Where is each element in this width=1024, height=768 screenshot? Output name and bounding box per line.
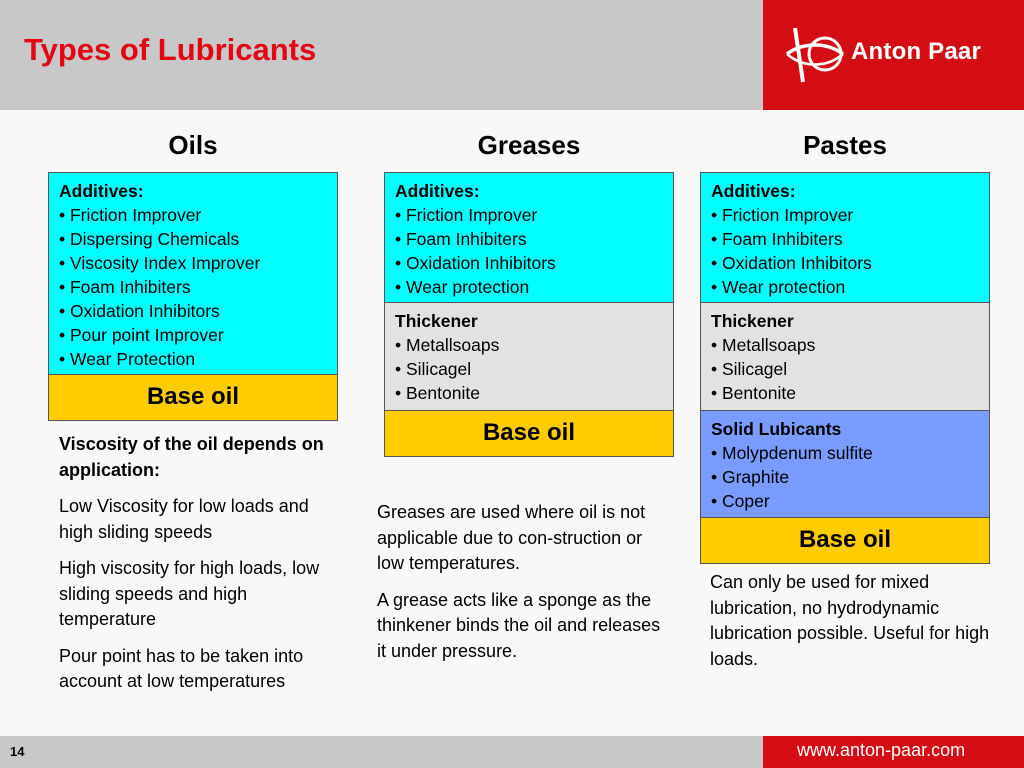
pastes-thickener-item: • Silicagel xyxy=(711,359,788,379)
oils-note: Pour point has to be taken into account at low temperatures xyxy=(59,645,304,691)
footer-url[interactable]: www.anton-paar.com xyxy=(797,740,966,760)
oils-additive-item: • Viscosity Index Improver xyxy=(59,253,261,273)
greases-base-oil: Base oil xyxy=(384,410,674,457)
oils-base-oil: Base oil xyxy=(48,374,338,421)
oils-note: Low Viscosity for low loads and high sliding speeds xyxy=(59,496,309,542)
oils-additive-item: • Dispersing Chemicals xyxy=(59,229,240,249)
oils-note: Viscosity of the oil depends on application: xyxy=(59,434,324,480)
greases-thickener-item: • Bentonite xyxy=(395,383,480,403)
heading-greases: Greases xyxy=(477,130,581,160)
oils-notes xyxy=(59,432,329,706)
anton-paar-logo-icon xyxy=(781,20,851,90)
oils-additive-item: • Wear Protection xyxy=(59,349,196,369)
greases-thickener-box xyxy=(384,302,674,411)
pastes-additive-item: • Oxidation Inhibitors xyxy=(711,253,872,273)
pastes-solid-lubricants-box xyxy=(700,410,990,518)
pastes-solid-item: • Graphite xyxy=(711,467,790,487)
pastes-thickener-item: • Metallsoaps xyxy=(711,335,816,355)
pastes-thickener-title: Thickener xyxy=(711,311,794,331)
greases-additives-box xyxy=(384,172,674,303)
pastes-notes xyxy=(710,570,1005,683)
greases-note: Greases are used where oil is not applicable due to con-struction or low temperatures. xyxy=(377,502,646,573)
oils-additive-item: • Oxidation Inhibitors xyxy=(59,301,220,321)
pastes-additives-box xyxy=(700,172,990,303)
greases-thickener-item: • Metallsoaps xyxy=(395,335,500,355)
pastes-base-oil: Base oil xyxy=(700,517,990,564)
greases-additive-item: • Oxidation Inhibitors xyxy=(395,253,556,273)
greases-additive-item: • Wear protection xyxy=(395,277,530,297)
oils-additives-box xyxy=(48,172,338,375)
heading-oils: Oils xyxy=(168,130,218,160)
oils-note: High viscosity for high loads, low sliding speeds and high temperature xyxy=(59,558,320,629)
slide-title: Types of Lubricants xyxy=(24,32,317,67)
oils-additive-item: • Pour point Improver xyxy=(59,325,224,345)
greases-additives-title: Additives: xyxy=(395,181,480,201)
greases-note: A grease acts like a sponge as the thinkener binds the oil and releases it under pressure. xyxy=(377,589,661,661)
greases-notes xyxy=(377,500,672,675)
pastes-additives-title: Additives: xyxy=(711,181,796,201)
greases-thickener-item: • Silicagel xyxy=(395,359,472,379)
greases-additive-item: • Friction Improver xyxy=(395,205,538,225)
oils-additive-item: • Friction Improver xyxy=(59,205,202,225)
pastes-additive-item: • Foam Inhibiters xyxy=(711,229,843,249)
heading-pastes: Pastes xyxy=(803,130,887,160)
greases-additive-item: • Foam Inhibiters xyxy=(395,229,527,249)
pastes-thickener-item: • Bentonite xyxy=(711,383,796,403)
pastes-additive-item: • Wear protection xyxy=(711,277,846,297)
pastes-additive-item: • Friction Improver xyxy=(711,205,854,225)
oils-additive-item: • Foam Inhibiters xyxy=(59,277,191,297)
pastes-solid-title: Solid Lubicants xyxy=(711,419,842,439)
logo-text: Anton Paar xyxy=(851,38,982,65)
page-number: 14 xyxy=(10,744,25,759)
greases-thickener-title: Thickener xyxy=(395,311,478,331)
pastes-solid-item: • Coper xyxy=(711,491,770,511)
footer-url-box xyxy=(763,736,1024,768)
logo xyxy=(763,0,1024,110)
pastes-note: Can only be used for mixed lubrication, no hydrodynamic lubrication possible. Useful for high loads. xyxy=(710,572,990,669)
pastes-solid-item: • Molypdenum sulfite xyxy=(711,443,873,463)
footer-band xyxy=(0,736,763,768)
pastes-thickener-box xyxy=(700,302,990,411)
oils-additives-title: Additives: xyxy=(59,181,144,201)
